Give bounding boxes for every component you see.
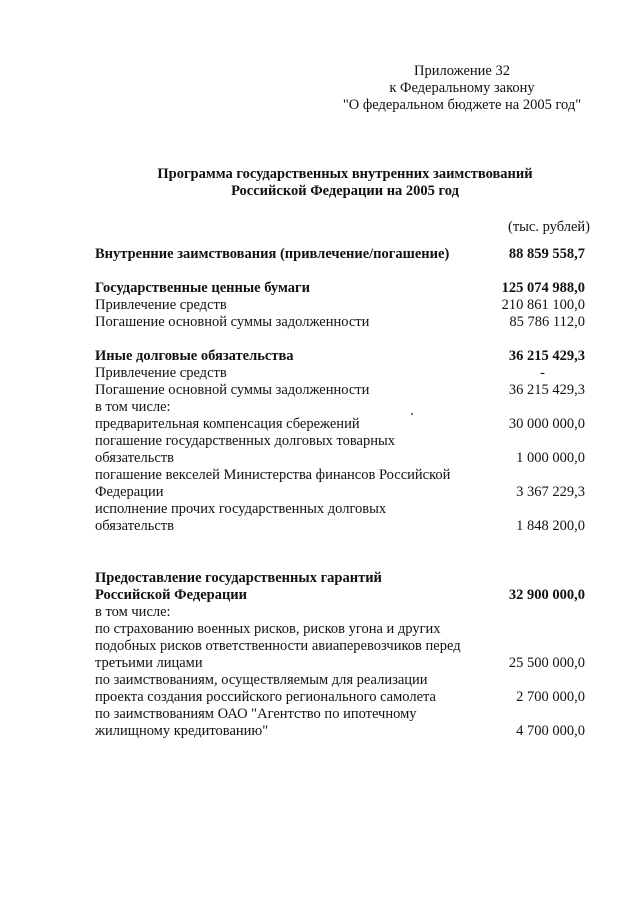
other-item-4-label-b: обязательств	[95, 518, 174, 534]
guarantee-2-label-a: по заимствованиям, осуществляемым для реализации	[95, 672, 428, 688]
securities-repay-value: 85 786 112,0	[509, 314, 585, 330]
other-item-2-value: 1 000 000,0	[516, 450, 585, 466]
other-item-1-value: 30 000 000,0	[508, 416, 585, 432]
guarantees-title-a: Предоставление государственных гарантий	[95, 570, 382, 586]
title-line-2: Российской Федерации на 2005 год	[231, 183, 459, 199]
other-row	[95, 348, 585, 365]
guarantee-2-label-b: проекта создания российского регионального самолета	[95, 689, 436, 705]
scan-speck	[411, 413, 413, 415]
guarantee-1c-row	[95, 655, 585, 672]
other-item-3b-row	[95, 484, 585, 501]
other-item-3-label-a: погашение векселей Министерства финансов Российской	[95, 467, 451, 483]
other-item-3-label-b: Федерации	[95, 484, 164, 500]
other-incl-row	[95, 399, 585, 416]
guarantee-2-value: 2 700 000,0	[516, 689, 585, 705]
guarantee-1-label-a: по страхованию военных рисков, рисков угона и других	[95, 621, 441, 637]
securities-attract-value: 210 861 100,0	[501, 297, 585, 313]
total-value: 88 859 558,7	[508, 246, 585, 262]
other-repay-row	[95, 382, 585, 399]
securities-value: 125 074 988,0	[501, 280, 585, 296]
other-item-2b-row	[95, 450, 585, 467]
other-item-4-label-a: исполнение прочих государственных долговых	[95, 501, 387, 517]
total-label: Внутренние заимствования (привлечение/погашение)	[95, 246, 450, 262]
appendix-law-ref: к Федеральному закону	[389, 80, 535, 96]
guarantee-1-label-c: третьими лицами	[95, 655, 203, 671]
securities-row	[95, 280, 585, 297]
guarantee-3-label-b: жилищному кредитованию"	[95, 723, 269, 739]
guarantee-2a-row	[95, 672, 585, 689]
other-item-4b-row	[95, 518, 585, 535]
guarantee-3b-row	[95, 723, 585, 740]
guarantees-incl-label: в том числе:	[95, 604, 171, 620]
other-attract-row	[95, 365, 585, 382]
guarantees-title-b: Российской Федерации	[95, 587, 248, 603]
securities-repay-label: Погашение основной суммы задолженности	[95, 314, 370, 330]
securities-attract-row	[95, 297, 585, 314]
other-item-4a-row	[95, 501, 585, 518]
guarantee-2b-row	[95, 689, 585, 706]
unit-note: (тыс. рублей)	[508, 219, 590, 235]
guarantee-3-value: 4 700 000,0	[516, 723, 585, 739]
other-attract-label: Привлечение средств	[95, 365, 227, 381]
guarantee-1b-row	[95, 638, 585, 655]
title-line-1: Программа государственных внутренних заимствований	[157, 166, 533, 182]
securities-attract-label: Привлечение средств	[95, 297, 227, 313]
document-title	[130, 166, 560, 200]
other-item-2a-row	[95, 433, 585, 450]
securities-repay-row	[95, 314, 585, 331]
securities-title: Государственные ценные бумаги	[95, 280, 310, 296]
other-repay-value: 36 215 429,3	[508, 382, 585, 398]
other-item-2-label-b: обязательств	[95, 450, 174, 466]
guarantee-1-value: 25 500 000,0	[508, 655, 585, 671]
guarantees-title-a-row	[95, 570, 585, 587]
other-attract-value: -	[540, 365, 545, 381]
guarantee-3-label-a: по заимствованиям ОАО "Агентство по ипотечному	[95, 706, 417, 722]
appendix-number: Приложение 32	[414, 63, 510, 79]
appendix-law-title: "О федеральном бюджете на 2005 год"	[342, 97, 582, 113]
appendix-header	[332, 63, 592, 114]
other-item-3-value: 3 367 229,3	[516, 484, 585, 500]
guarantees-value: 32 900 000,0	[508, 587, 585, 603]
guarantee-3a-row	[95, 706, 585, 723]
other-value: 36 215 429,3	[508, 348, 585, 364]
other-item-3a-row	[95, 467, 585, 484]
other-item-2-label-a: погашение государственных долговых товарных	[95, 433, 395, 449]
guarantees-title-b-row	[95, 587, 585, 604]
guarantees-incl-row	[95, 604, 585, 621]
other-repay-label: Погашение основной суммы задолженности	[95, 382, 370, 398]
other-item-1-label: предварительная компенсация сбережений	[95, 416, 360, 432]
total-row	[95, 246, 585, 263]
other-incl-label: в том числе:	[95, 399, 171, 415]
other-title: Иные долговые обязательства	[95, 348, 294, 364]
other-item-1-row	[95, 416, 585, 433]
guarantee-1a-row	[95, 621, 585, 638]
guarantee-1-label-b: подобных рисков ответственности авиаперевозчиков перед	[95, 638, 461, 654]
other-item-4-value: 1 848 200,0	[516, 518, 585, 534]
